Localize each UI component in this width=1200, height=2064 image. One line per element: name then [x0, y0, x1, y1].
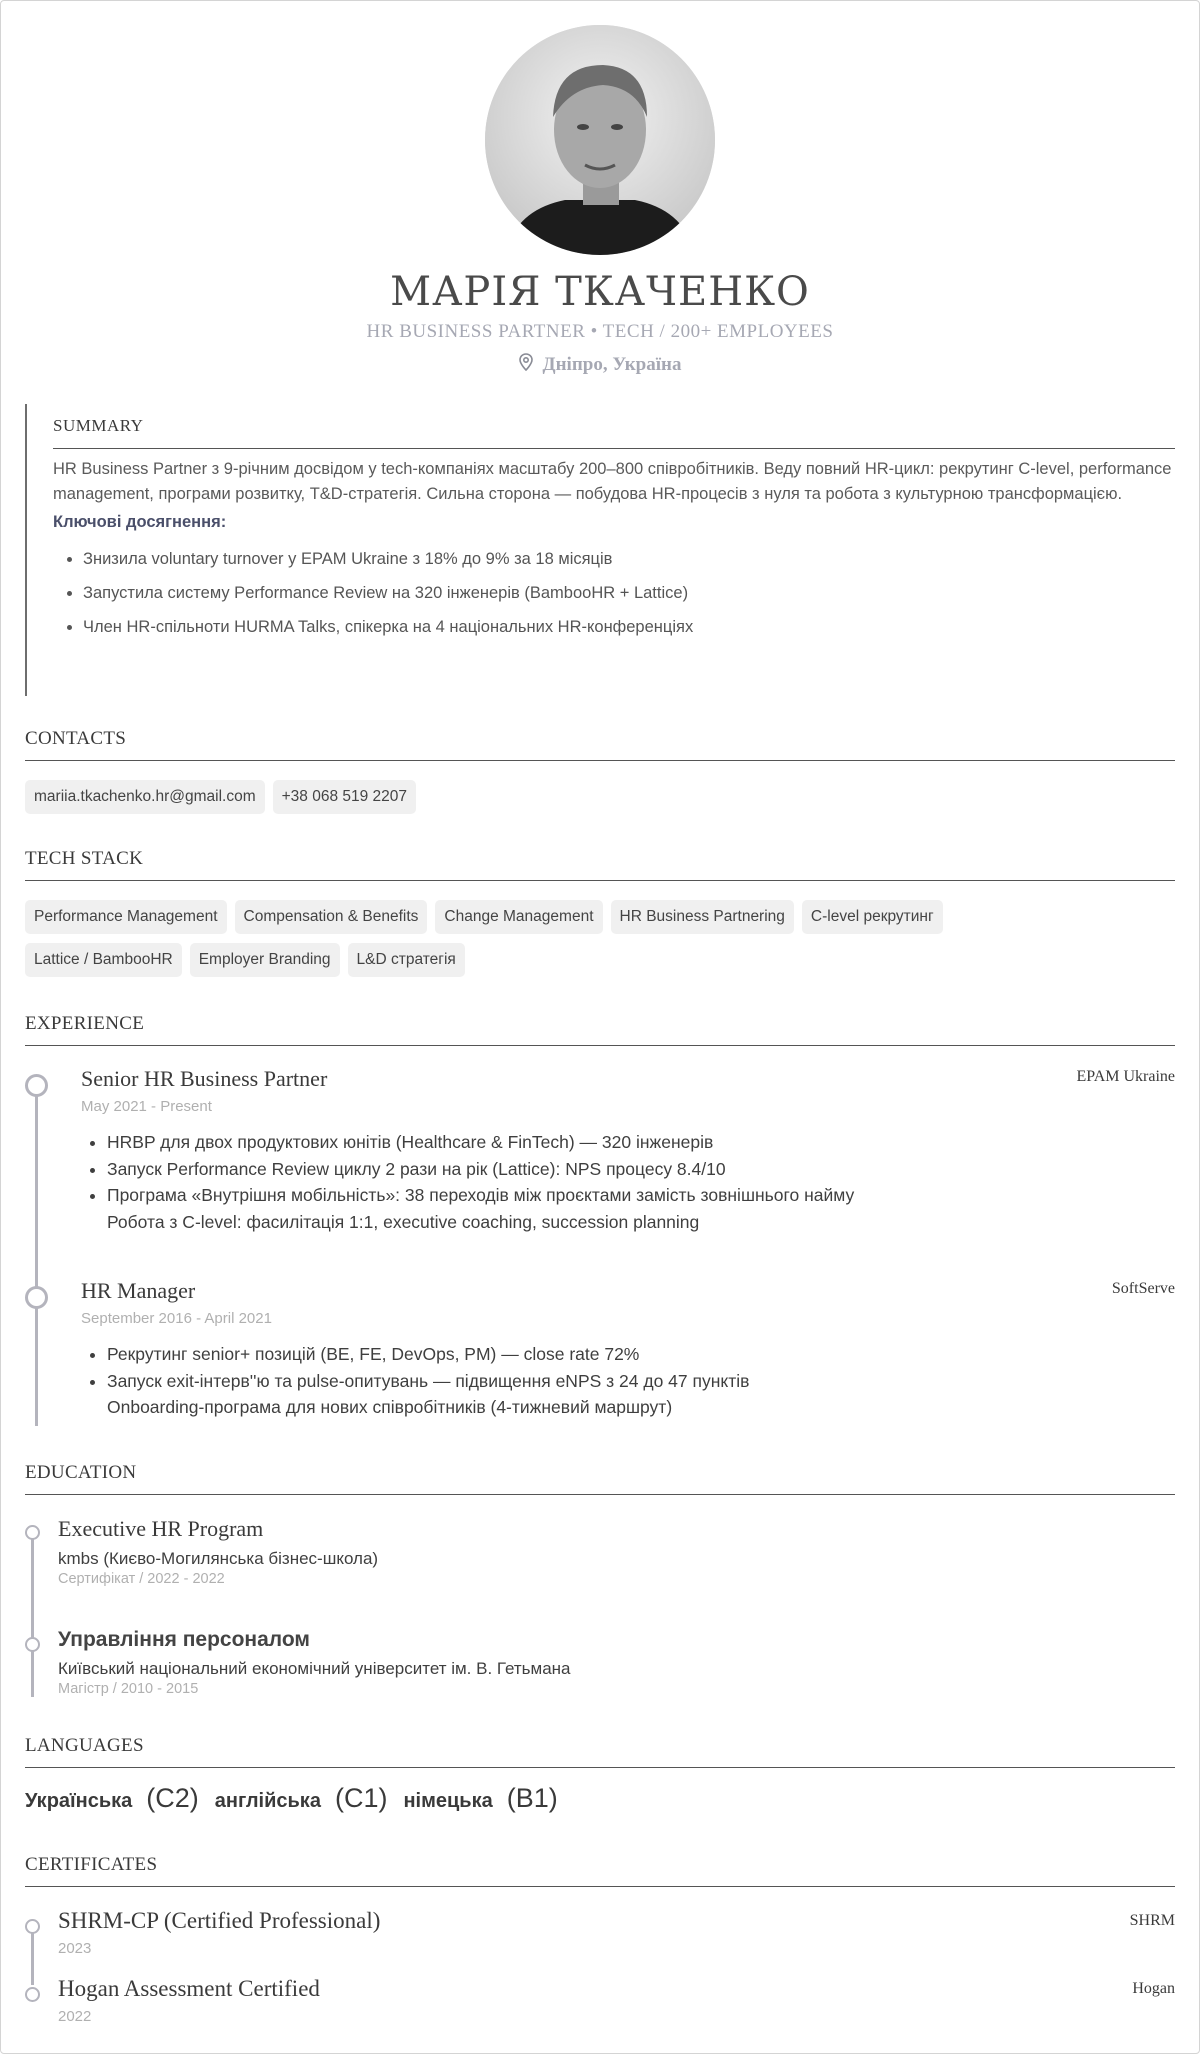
skill-chip: Compensation & Benefits — [235, 900, 428, 934]
education-timeline — [31, 1529, 34, 1697]
certificate-year: 2023 — [58, 1940, 92, 1957]
tech-stack-title: TECH STACK — [25, 848, 1175, 881]
education-entry — [58, 1628, 1175, 1697]
job-company: EPAM Ukraine — [1076, 1068, 1175, 1085]
job-bullet: • Запуск Performance Review циклу 2 рази на рік (Lattice): NPS процесу 8.4/10 — [107, 1156, 1175, 1183]
certificate-entry — [58, 1976, 1175, 2025]
achievement-item: • Знизила voluntary turnover у EPAM Ukraine з 18% до 9% за 18 місяців — [83, 542, 1175, 576]
job-bullet: • Рекрутинг senior+ позицій (BE, FE, DevOps, PM) — close rate 72% — [107, 1341, 1175, 1368]
skill-chip: Lattice / BambooHR — [25, 943, 182, 977]
map-pin-icon — [519, 353, 533, 377]
job-entry — [81, 1278, 1175, 1421]
job-entry — [81, 1066, 1175, 1235]
job-title: HR Manager — [81, 1278, 196, 1303]
certificate-title: Hogan Assessment Certified — [58, 1976, 320, 2001]
timeline-node — [25, 1525, 40, 1540]
certificate-year: 2022 — [58, 2008, 92, 2025]
education-school: Київський національний економічний університет ім. В. Гетьмана — [58, 1659, 571, 1678]
job-bullet: Onboarding-програма для нових співробітників (4-тижневий маршрут) — [107, 1397, 673, 1417]
skill-chip: L&D стратегія — [348, 943, 465, 977]
certificate-issuer: SHRM — [1129, 1912, 1175, 1929]
education-entry — [58, 1516, 1175, 1587]
profile-header — [25, 25, 1175, 377]
timeline-node — [25, 1919, 40, 1934]
education-meta: Магістр / 2010 - 2015 — [58, 1681, 199, 1697]
education-title: EDUCATION — [25, 1462, 1175, 1495]
languages-list — [25, 1783, 560, 1814]
summary-section — [25, 404, 1175, 696]
contacts-title: CONTACTS — [25, 728, 1175, 761]
language-level: (C2) — [146, 1783, 199, 1813]
location-line — [25, 353, 1175, 377]
achievements-list — [53, 542, 1175, 644]
education-school: kmbs (Києво-Могилянська бізнес-школа) — [58, 1549, 379, 1568]
experience-title: EXPERIENCE — [25, 1013, 1175, 1046]
summary-text: HR Business Partner з 9-річним досвідом у tech-компаніях масштабу 200–800 співробітників. Веду повний HR-цикл: рекрутинг C-level, performance management, програми розвитку, T&D-стратегія. Сильна сторона — побудова HR-процесів з нуля та робота з культурною трансформацією. — [53, 460, 1172, 503]
language-name: Українська — [25, 1790, 133, 1812]
job-bullet: • HRBP для двох продуктових юнітів (Healthcare & FinTech) — 320 інженерів — [107, 1129, 1175, 1156]
skill-chip: C-level рекрутинг — [802, 900, 943, 934]
tech-stack-list — [25, 900, 1055, 977]
contact-phone[interactable]: +38 068 519 2207 — [273, 780, 416, 814]
timeline-node — [25, 1637, 40, 1652]
certificate-issuer: Hogan — [1132, 1980, 1175, 1997]
candidate-headline: HR BUSINESS PARTNER • TECH / 200+ EMPLOYEES — [366, 321, 834, 342]
avatar — [485, 25, 715, 255]
timeline-node — [25, 1286, 48, 1309]
achievements-title: Ключові досягнення: — [53, 513, 227, 531]
education-title-text: Управління персоналом — [58, 1628, 310, 1651]
certificates-timeline — [31, 1925, 34, 1985]
language-level: (B1) — [506, 1783, 558, 1813]
skill-chip: Change Management — [435, 900, 602, 934]
job-title: Senior HR Business Partner — [81, 1066, 328, 1091]
job-bullet: • Програма «Внутрішня мобільність»: 38 переходів між проєктами замість зовнішнього найму — [107, 1182, 1175, 1209]
job-bullet: • Запуск exit-інтерв''ю та pulse-опитувань — підвищення eNPS з 24 до 47 пунктів — [107, 1368, 1175, 1395]
experience-timeline — [35, 1086, 38, 1426]
certificate-title: SHRM-CP (Certified Professional) — [58, 1908, 381, 1933]
achievement-item: • Член HR-спільноти HURMA Talks, спікерка на 4 національних HR-конференціях — [83, 610, 1175, 644]
skill-chip: Employer Branding — [190, 943, 340, 977]
languages-title: LANGUAGES — [25, 1735, 1175, 1768]
skill-chip: HR Business Partnering — [611, 900, 794, 934]
candidate-name: МАРІЯ ТКАЧЕНКО — [390, 269, 810, 315]
contacts-list — [25, 780, 1175, 814]
language-name: німецька — [403, 1790, 493, 1812]
job-bullet: Робота з C-level: фасилітація 1:1, executive coaching, succession planning — [107, 1211, 700, 1232]
job-bullets — [81, 1129, 1175, 1235]
contact-email[interactable]: mariia.tkachenko.hr@gmail.com — [25, 780, 265, 814]
job-date: May 2021 - Present — [81, 1098, 212, 1115]
summary-title: SUMMARY — [53, 404, 1175, 449]
education-title-text: Executive HR Program — [58, 1516, 264, 1541]
job-bullets — [81, 1341, 1175, 1421]
language-name: англійська — [214, 1790, 321, 1812]
timeline-node — [25, 1987, 40, 2002]
certificates-title: CERTIFICATES — [25, 1854, 1175, 1887]
job-date: September 2016 - April 2021 — [81, 1310, 272, 1327]
location-text: Дніпро, Україна — [542, 354, 682, 375]
certificate-entry — [58, 1908, 1175, 1957]
education-meta: Сертифікат / 2022 - 2022 — [58, 1571, 225, 1587]
skill-chip: Performance Management — [25, 900, 227, 934]
language-level: (C1) — [334, 1783, 388, 1813]
timeline-node — [25, 1074, 48, 1097]
avatar-photo — [485, 25, 715, 255]
achievement-item: • Запустила систему Performance Review на 320 інженерів (BambooHR + Lattice) — [83, 576, 1175, 610]
job-company: SoftServe — [1111, 1280, 1175, 1297]
